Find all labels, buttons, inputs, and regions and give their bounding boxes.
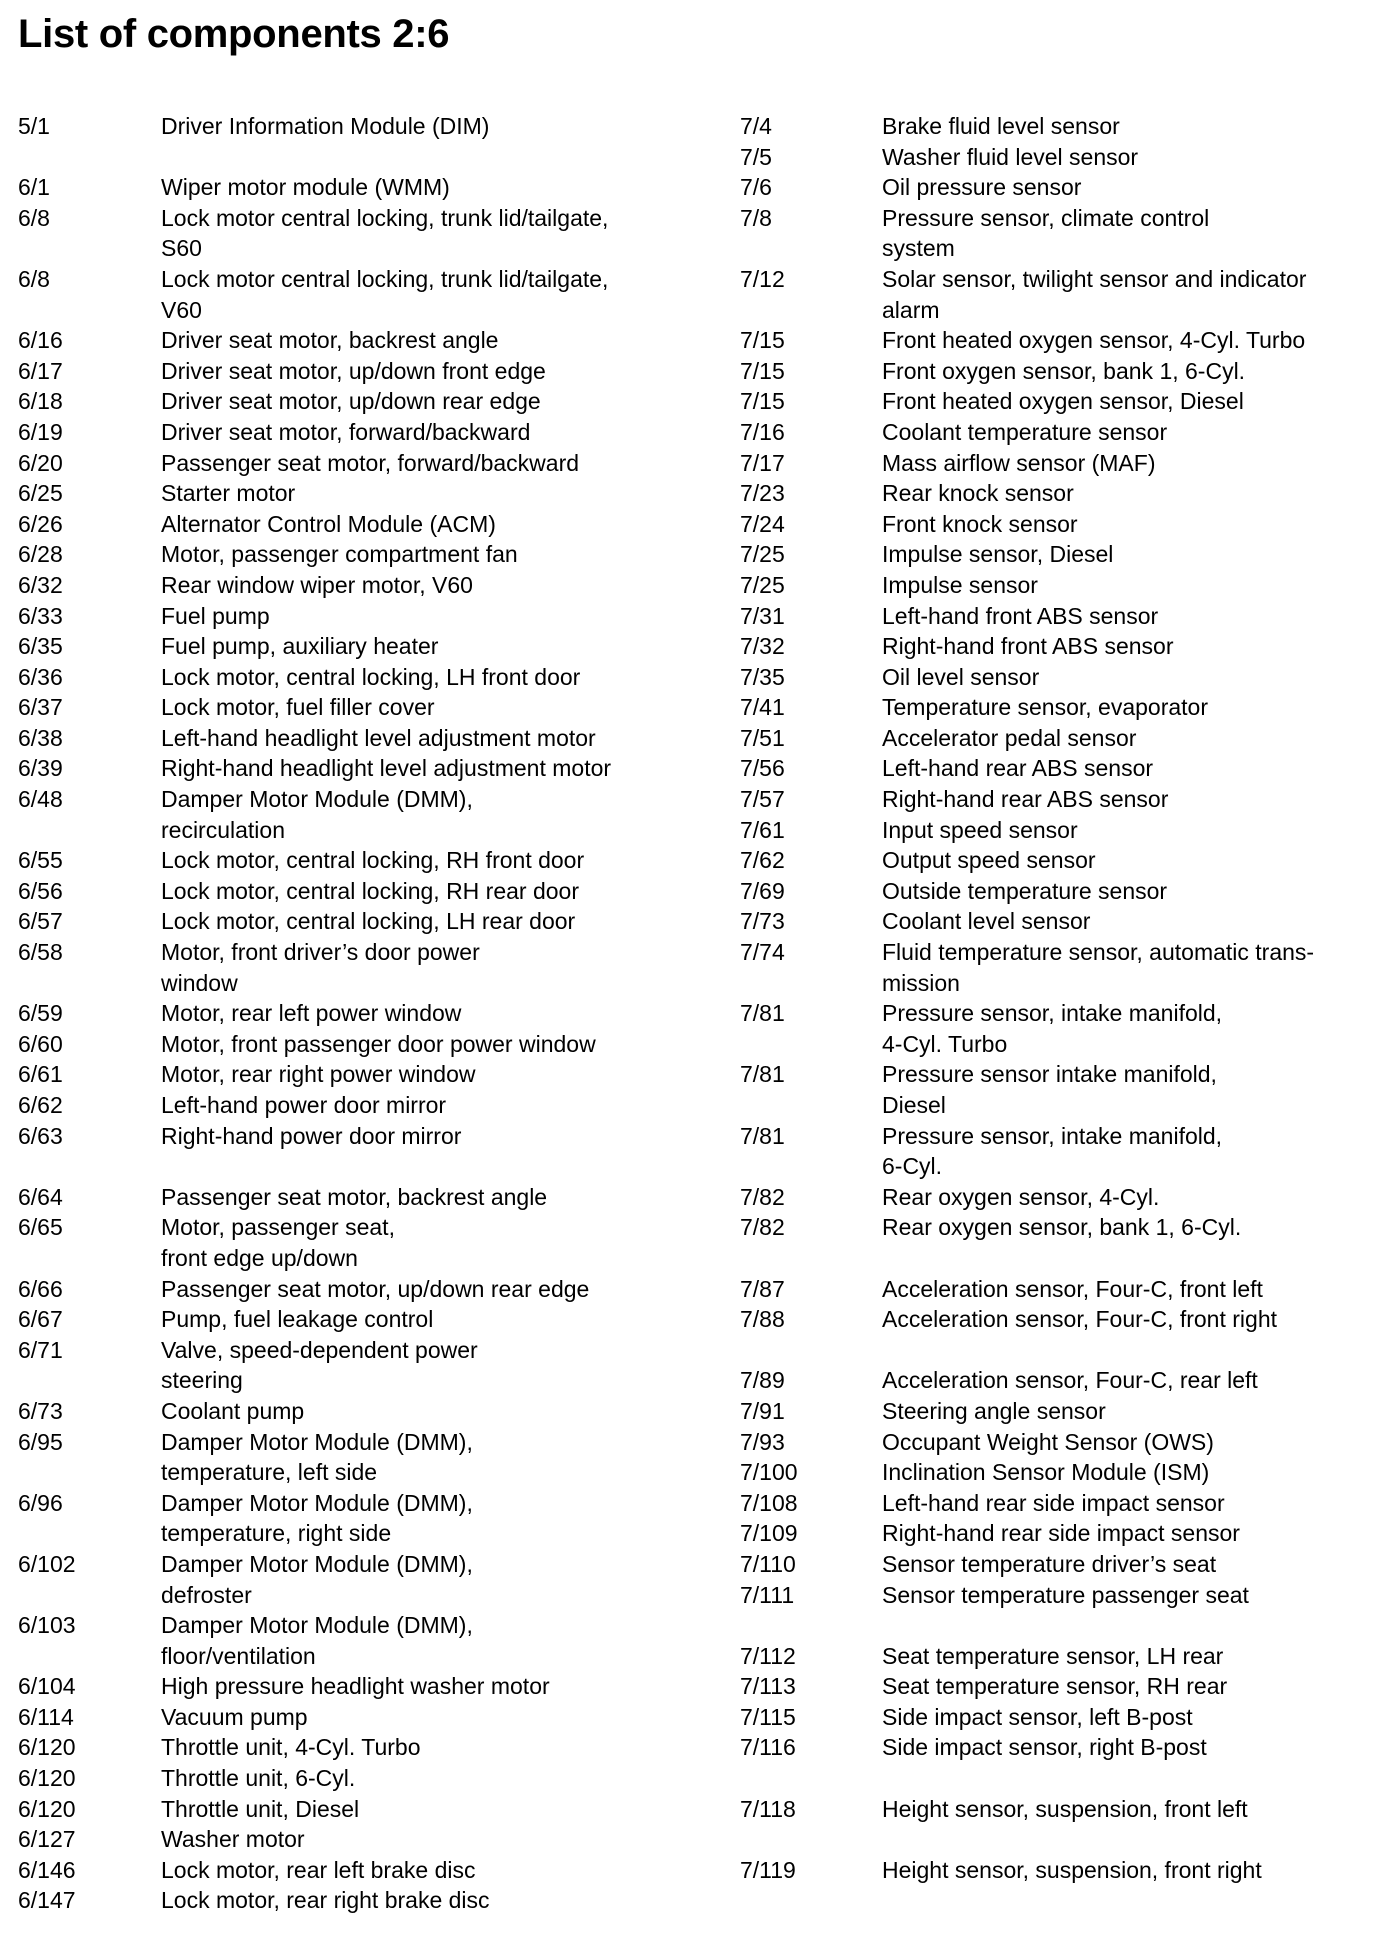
component-description: Driver seat motor, up/down front edge	[161, 357, 546, 384]
component-code: 6/55	[18, 847, 63, 874]
component-description: Output speed sensor	[882, 847, 1096, 874]
component-entry	[740, 386, 1380, 417]
component-code: 7/74	[740, 939, 785, 966]
component-description: Inclination Sensor Module (ISM)	[882, 1459, 1210, 1486]
component-code: 5/1	[18, 113, 50, 139]
component-description: Damper Motor Module (DMM), floor/ventilation	[161, 1612, 473, 1669]
component-description: Coolant temperature sensor	[882, 418, 1168, 445]
component-code: 6/60	[18, 1030, 63, 1057]
component-code: 6/1	[18, 174, 50, 201]
component-description: Pump, fuel leakage control	[161, 1306, 434, 1333]
component-code: 7/51	[740, 724, 785, 751]
component-entry	[740, 570, 1380, 601]
component-description: Side impact sensor, left B-post	[882, 1703, 1193, 1730]
component-description: Accelerator pedal sensor	[882, 724, 1137, 751]
component-description: Washer fluid level sensor	[882, 143, 1139, 170]
component-description: Rear window wiper motor, V60	[161, 571, 473, 598]
component-entry	[18, 753, 698, 784]
component-code: 7/115	[740, 1703, 796, 1730]
component-description: Left-hand power door mirror	[161, 1092, 447, 1118]
component-entry	[18, 1794, 698, 1825]
component-entry	[740, 111, 1380, 142]
component-description: Lock motor, rear left brake disc	[161, 1856, 476, 1883]
component-description: Coolant level sensor	[882, 908, 1091, 935]
component-entry	[740, 1518, 1380, 1549]
component-entry	[18, 1335, 698, 1396]
component-entry	[740, 1212, 1380, 1243]
component-entry	[740, 753, 1380, 784]
component-code: 6/38	[18, 724, 63, 751]
component-entry	[18, 448, 698, 479]
list-gap	[18, 142, 698, 173]
component-code: 6/146	[18, 1856, 76, 1883]
component-code: 6/103	[18, 1612, 76, 1639]
component-description: Right-hand rear ABS sensor	[882, 786, 1169, 813]
component-code: 7/41	[740, 694, 785, 721]
component-description: High pressure headlight washer motor	[161, 1673, 550, 1700]
component-entry	[18, 1855, 698, 1886]
component-entry	[740, 1794, 1380, 1825]
component-code: 6/36	[18, 663, 63, 690]
component-entry	[18, 1059, 698, 1090]
list-gap	[740, 1243, 1380, 1274]
component-entry	[740, 1059, 1380, 1120]
component-description: Motor, rear right power window	[161, 1061, 476, 1088]
component-code: 6/66	[18, 1275, 63, 1302]
component-entry	[18, 1427, 698, 1488]
component-entry	[18, 1610, 698, 1671]
component-description: Throttle unit, 6-Cyl.	[161, 1765, 356, 1792]
component-description: Lock motor, central locking, LH front door	[161, 663, 581, 690]
component-code: 6/96	[18, 1489, 63, 1516]
component-entry	[740, 845, 1380, 876]
component-description: Right-hand headlight level adjustment motor	[161, 755, 612, 782]
component-description: Lock motor, central locking, RH front door	[161, 847, 585, 874]
component-entry	[740, 1274, 1380, 1305]
list-gap	[740, 1335, 1380, 1366]
component-entry	[18, 1121, 698, 1152]
component-entry	[18, 1885, 698, 1916]
component-description: Front heated oxygen sensor, Diesel	[882, 388, 1244, 415]
component-entry	[18, 692, 698, 723]
component-description: Lock motor, central locking, RH rear door	[161, 877, 580, 904]
component-code: 7/17	[740, 449, 785, 476]
component-description: Lock motor, central locking, LH rear door	[161, 908, 576, 935]
component-entry	[18, 662, 698, 693]
component-code: 6/65	[18, 1214, 63, 1241]
component-entry	[18, 1304, 698, 1335]
component-description: Pressure sensor, intake manifold, 4-Cyl. Turbo	[882, 1000, 1223, 1057]
component-description: Throttle unit, 4-Cyl. Turbo	[161, 1734, 421, 1761]
component-entry	[740, 1121, 1380, 1182]
component-description: Lock motor, rear right brake disc	[161, 1887, 490, 1914]
component-entry	[740, 906, 1380, 937]
component-entry	[18, 1212, 698, 1273]
component-description: Fluid temperature sensor, automatic trans- mission	[882, 939, 1315, 996]
component-code: 7/62	[740, 847, 785, 874]
component-entry	[18, 1182, 698, 1213]
component-entry	[740, 448, 1380, 479]
component-entry	[18, 1671, 698, 1702]
component-description: Seat temperature sensor, LH rear	[882, 1642, 1224, 1669]
component-entry	[18, 172, 698, 203]
component-code: 7/118	[740, 1795, 796, 1822]
component-entry	[18, 1824, 698, 1855]
component-entry	[740, 1427, 1380, 1458]
component-entry	[18, 1029, 698, 1060]
component-code: 6/19	[18, 418, 63, 445]
component-code: 7/73	[740, 908, 785, 935]
component-code: 7/8	[740, 204, 772, 231]
component-code: 7/56	[740, 755, 785, 782]
component-entry	[740, 1396, 1380, 1427]
component-entry	[740, 662, 1380, 693]
component-entry	[740, 631, 1380, 662]
component-entry	[740, 172, 1380, 203]
component-description: Motor, rear left power window	[161, 1000, 462, 1027]
component-description: Motor, passenger compartment fan	[161, 541, 518, 568]
component-description: Damper Motor Module (DMM), recirculation	[161, 786, 473, 843]
component-description: Rear oxygen sensor, bank 1, 6-Cyl.	[882, 1214, 1242, 1241]
component-code: 7/16	[740, 418, 785, 445]
component-code: 7/111	[740, 1581, 795, 1608]
component-code: 6/73	[18, 1397, 63, 1424]
component-code: 6/120	[18, 1795, 76, 1822]
component-entry	[740, 1671, 1380, 1702]
list-gap	[740, 1763, 1380, 1794]
component-code: 6/59	[18, 1000, 63, 1027]
component-description: Left-hand rear side impact sensor	[882, 1489, 1225, 1516]
component-description: Wiper motor module (WMM)	[161, 174, 450, 201]
component-description: Alternator Control Module (ACM)	[161, 510, 496, 537]
component-entry	[18, 631, 698, 662]
component-entry	[740, 1641, 1380, 1672]
component-code: 6/17	[18, 357, 63, 384]
component-description: Front heated oxygen sensor, 4-Cyl. Turbo	[882, 327, 1306, 354]
component-entry	[740, 478, 1380, 509]
list-gap	[740, 1610, 1380, 1641]
components-list-left	[18, 111, 698, 1916]
component-entry	[740, 876, 1380, 907]
component-code: 7/81	[740, 1122, 785, 1149]
component-code: 7/116	[740, 1734, 796, 1761]
component-entry	[18, 1488, 698, 1549]
component-description: Rear oxygen sensor, 4-Cyl.	[882, 1183, 1160, 1210]
component-entry	[740, 1732, 1380, 1763]
components-list-right	[740, 111, 1380, 1885]
component-description: Driver seat motor, forward/backward	[161, 418, 531, 445]
component-code: 7/25	[740, 571, 785, 598]
component-entry	[18, 478, 698, 509]
component-description: Throttle unit, Diesel	[161, 1795, 360, 1822]
component-entry	[740, 509, 1380, 540]
component-description: Side impact sensor, right B-post	[882, 1734, 1207, 1761]
component-code: 7/61	[740, 816, 785, 843]
component-code: 6/102	[18, 1550, 76, 1577]
component-entry	[740, 539, 1380, 570]
component-entry	[740, 1457, 1380, 1488]
component-entry	[740, 1488, 1380, 1519]
component-description: Motor, passenger seat, front edge up/down	[161, 1214, 395, 1271]
component-code: 6/33	[18, 602, 63, 629]
component-entry	[18, 570, 698, 601]
component-code: 7/23	[740, 480, 785, 507]
component-description: Motor, front passenger door power window	[161, 1030, 596, 1057]
component-description: Damper Motor Module (DMM), temperature, right side	[161, 1489, 473, 1547]
component-description: Pressure sensor, climate control system	[882, 204, 1210, 262]
component-description: Front oxygen sensor, bank 1, 6-Cyl.	[882, 357, 1246, 384]
component-code: 7/81	[740, 1000, 785, 1027]
component-description: Driver Information Module (DIM)	[161, 113, 490, 139]
component-description: Pressure sensor intake manifold, Diesel	[882, 1061, 1217, 1118]
component-description: Brake fluid level sensor	[882, 113, 1120, 139]
component-code: 7/6	[740, 174, 772, 201]
component-code: 7/119	[740, 1856, 796, 1883]
component-code: 7/35	[740, 663, 785, 690]
component-description: Vacuum pump	[161, 1703, 308, 1730]
component-code: 7/69	[740, 877, 785, 904]
component-code: 7/82	[740, 1183, 785, 1210]
component-entry	[740, 1580, 1380, 1611]
component-description: Left-hand rear ABS sensor	[882, 755, 1154, 782]
component-description: Right-hand rear side impact sensor	[882, 1520, 1240, 1547]
component-entry	[740, 692, 1380, 723]
component-entry	[740, 417, 1380, 448]
component-code: 7/15	[740, 327, 785, 354]
component-description: Coolant pump	[161, 1397, 305, 1424]
component-code: 6/127	[18, 1826, 76, 1853]
component-code: 7/25	[740, 541, 785, 568]
component-entry	[740, 784, 1380, 815]
component-code: 6/56	[18, 877, 63, 904]
component-entry	[740, 203, 1380, 264]
component-description: Passenger seat motor, forward/backward	[161, 449, 580, 476]
component-description: Acceleration sensor, Four-C, front right	[882, 1306, 1277, 1333]
component-entry	[18, 539, 698, 570]
component-code: 7/32	[740, 633, 785, 660]
component-code: 6/120	[18, 1734, 76, 1761]
component-code: 7/12	[740, 265, 785, 292]
component-description: Solar sensor, twilight sensor and indicator alarm	[882, 265, 1307, 323]
component-description: Driver seat motor, backrest angle	[161, 327, 499, 354]
component-description: Impulse sensor, Diesel	[882, 541, 1114, 568]
component-code: 7/91	[740, 1397, 785, 1424]
component-description: Pressure sensor, intake manifold, 6-Cyl.	[882, 1122, 1223, 1180]
page-title: List of components 2:6	[18, 12, 450, 56]
component-description: Mass airflow sensor (MAF)	[882, 449, 1156, 476]
component-code: 6/63	[18, 1122, 63, 1149]
component-code: 7/93	[740, 1428, 785, 1455]
component-description: Fuel pump	[161, 602, 270, 629]
component-entry	[740, 1702, 1380, 1733]
component-entry	[740, 998, 1380, 1059]
component-description: Height sensor, suspension, front left	[882, 1795, 1248, 1822]
component-code: 7/15	[740, 388, 785, 415]
component-code: 6/57	[18, 908, 63, 935]
component-code: 7/57	[740, 786, 785, 813]
component-entry	[740, 1365, 1380, 1396]
component-code: 6/147	[18, 1887, 76, 1914]
component-description: Fuel pump, auxiliary heater	[161, 633, 439, 660]
component-code: 7/113	[740, 1673, 796, 1700]
component-description: Occupant Weight Sensor (OWS)	[882, 1428, 1214, 1455]
component-description: Acceleration sensor, Four-C, rear left	[882, 1367, 1258, 1394]
component-code: 7/24	[740, 510, 785, 537]
component-code: 6/25	[18, 480, 63, 507]
component-code: 6/28	[18, 541, 63, 568]
component-entry	[18, 1732, 698, 1763]
component-description: Outside temperature sensor	[882, 877, 1168, 904]
component-description: Driver seat motor, up/down rear edge	[161, 388, 541, 415]
component-description: Passenger seat motor, backrest angle	[161, 1183, 548, 1210]
component-code: 7/87	[740, 1275, 785, 1302]
component-entry	[18, 937, 698, 998]
component-description: Seat temperature sensor, RH rear	[882, 1673, 1228, 1700]
component-code: 7/110	[740, 1550, 796, 1577]
component-description: Left-hand headlight level adjustment motor	[161, 724, 596, 751]
component-code: 6/37	[18, 694, 63, 721]
component-code: 6/8	[18, 204, 50, 231]
component-entry	[740, 815, 1380, 846]
component-description: Sensor temperature driver’s seat	[882, 1550, 1217, 1577]
component-code: 6/39	[18, 755, 63, 782]
component-description: Temperature sensor, evaporator	[882, 694, 1209, 721]
component-description: Lock motor central locking, trunk lid/tailgate, S60	[161, 204, 609, 262]
list-gap	[18, 1151, 698, 1182]
component-description: Impulse sensor	[882, 571, 1038, 598]
component-code: 6/104	[18, 1673, 76, 1700]
component-code: 6/20	[18, 449, 63, 476]
component-description: Washer motor	[161, 1826, 305, 1853]
component-entry	[740, 1549, 1380, 1580]
component-entry	[18, 325, 698, 356]
component-code: 6/32	[18, 571, 63, 598]
component-description: Height sensor, suspension, front right	[882, 1856, 1262, 1883]
component-code: 6/35	[18, 633, 63, 660]
component-description: Right-hand power door mirror	[161, 1122, 462, 1149]
component-code: 6/64	[18, 1183, 63, 1210]
component-entry	[740, 142, 1380, 173]
component-code: 6/58	[18, 939, 63, 966]
component-code: 7/109	[740, 1520, 798, 1547]
component-code: 6/48	[18, 786, 63, 813]
component-code: 6/120	[18, 1765, 76, 1792]
component-entry	[18, 203, 698, 264]
component-entry	[740, 325, 1380, 356]
component-entry	[18, 1549, 698, 1610]
component-code: 6/61	[18, 1061, 63, 1088]
component-code: 6/95	[18, 1428, 63, 1455]
component-description: Left-hand front ABS sensor	[882, 602, 1159, 629]
component-code: 7/100	[740, 1459, 798, 1486]
component-code: 7/89	[740, 1367, 785, 1394]
list-gap	[740, 1824, 1380, 1855]
component-code: 7/88	[740, 1306, 785, 1333]
component-entry	[740, 1182, 1380, 1213]
component-description: Valve, speed-dependent power steering	[161, 1336, 478, 1394]
component-entry	[18, 723, 698, 754]
component-entry	[740, 1304, 1380, 1335]
component-description: Steering angle sensor	[882, 1397, 1106, 1424]
component-entry	[18, 601, 698, 632]
component-entry	[18, 784, 698, 845]
component-entry	[18, 111, 698, 142]
component-entry	[18, 509, 698, 540]
component-entry	[740, 723, 1380, 754]
component-description: Starter motor	[161, 480, 296, 507]
component-code: 6/16	[18, 327, 63, 354]
component-code: 7/31	[740, 602, 785, 629]
component-description: Motor, front driver’s door power window	[161, 939, 480, 996]
component-entry	[740, 601, 1380, 632]
component-entry	[740, 264, 1380, 325]
component-code: 6/26	[18, 510, 63, 537]
component-entry	[18, 264, 698, 325]
component-entry	[18, 845, 698, 876]
component-description: Acceleration sensor, Four-C, front left	[882, 1275, 1263, 1302]
component-description: Damper Motor Module (DMM), temperature, left side	[161, 1428, 473, 1486]
component-description: Right-hand front ABS sensor	[882, 633, 1174, 660]
component-code: 7/82	[740, 1214, 785, 1241]
component-code: 6/62	[18, 1092, 63, 1118]
component-code: 7/81	[740, 1061, 785, 1088]
component-code: 6/18	[18, 388, 63, 415]
component-entry	[18, 386, 698, 417]
component-code: 7/4	[740, 113, 772, 139]
component-description: Lock motor central locking, trunk lid/tailgate, V60	[161, 265, 609, 323]
component-code: 7/15	[740, 357, 785, 384]
component-entry	[18, 417, 698, 448]
component-entry	[18, 1702, 698, 1733]
component-code: 6/114	[18, 1703, 74, 1730]
component-description: Oil pressure sensor	[882, 174, 1082, 201]
component-description: Damper Motor Module (DMM), defroster	[161, 1550, 473, 1608]
component-description: Sensor temperature passenger seat	[882, 1581, 1249, 1608]
component-code: 7/108	[740, 1489, 798, 1516]
component-entry	[18, 356, 698, 387]
component-description: Oil level sensor	[882, 663, 1040, 690]
component-entry	[18, 1090, 698, 1121]
component-description: Lock motor, fuel filler cover	[161, 694, 435, 721]
component-description: Input speed sensor	[882, 816, 1078, 843]
component-entry	[18, 998, 698, 1029]
component-code: 7/5	[740, 143, 772, 170]
component-entry	[18, 876, 698, 907]
component-entry	[18, 1396, 698, 1427]
component-description: Rear knock sensor	[882, 480, 1074, 507]
component-description: Front knock sensor	[882, 510, 1078, 537]
component-entry	[18, 906, 698, 937]
component-entry	[740, 356, 1380, 387]
component-entry	[740, 937, 1380, 998]
component-code: 6/67	[18, 1306, 63, 1333]
component-code: 7/112	[740, 1642, 796, 1669]
component-code: 6/8	[18, 265, 50, 292]
component-entry	[18, 1763, 698, 1794]
component-description: Passenger seat motor, up/down rear edge	[161, 1275, 590, 1302]
component-entry	[18, 1274, 698, 1305]
component-code: 6/71	[18, 1336, 63, 1363]
component-entry	[740, 1855, 1380, 1886]
